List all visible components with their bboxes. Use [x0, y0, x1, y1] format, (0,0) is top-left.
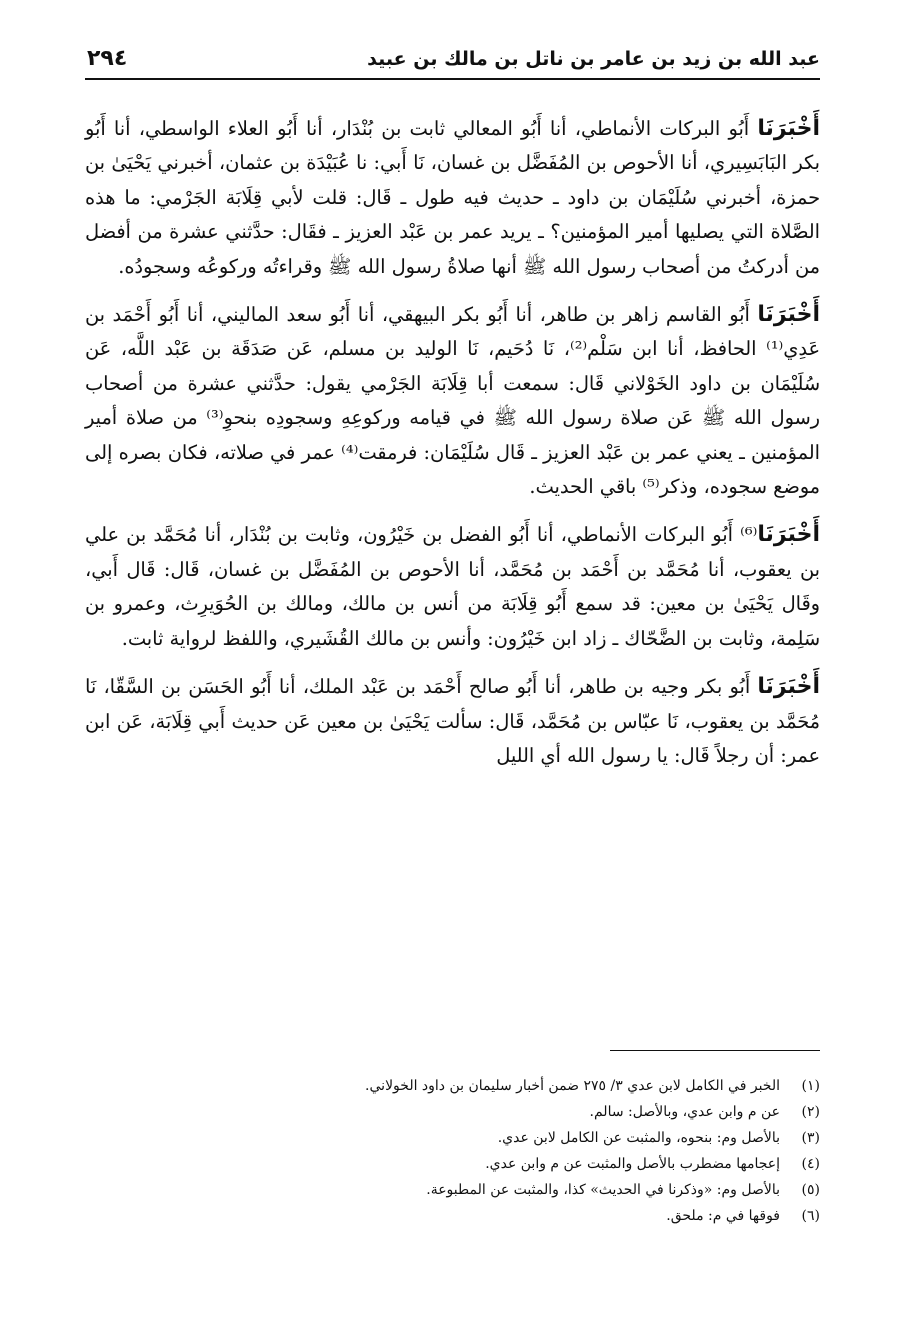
narration-paragraph [85, 518, 820, 656]
footnote-item [85, 1099, 820, 1125]
footnote-item [85, 1125, 820, 1151]
running-header [85, 42, 820, 80]
footnote-text: فوقها في م: ملحق. [666, 1208, 780, 1224]
narration-paragraph [85, 670, 820, 773]
narration-opening: أَخْبَرَنَا [757, 674, 820, 700]
footnote-number: (٣) [801, 1130, 820, 1146]
main-text [85, 112, 820, 787]
narration-text: ⁽⁶⁾ أَبُو البركات الأنماطي، أنا أَبُو الفضل بن خَيْرُون، وثابت بن بُنْدَار، أنا مُحَمَّد بن علي بن يعقوب، أنا مُحَمَّد بن أَحْمَد بن مُحَمَّد، أنا الأحوص بن المُفَضَّل بن غسان، قَال: قَال أَبي، وقَال يَحْيَىٰ بن معين: قد سمع أَبُو قِلَابَة من أنس بن مالك، ومالك بن الحُوَيرِث، وعمرو بن سَلِمة، وثابت بن الضَّحّاك ـ زاد ابن خَيْرُون: وأنس بن مالك القُشَيري، واللفظ لرواية ثابت. [85, 523, 820, 650]
narration-opening: أَخْبَرَنَا [757, 522, 820, 548]
footnote-number: (٦) [801, 1208, 820, 1224]
footnote-text: بالأصل وم: «وذكرنا في الحديث» كذا، والمثبت عن المطبوعة. [426, 1182, 780, 1198]
footnote-number: (٢) [801, 1104, 820, 1120]
footnote-text: عن م وابن عدي، وبالأصل: سالم. [589, 1104, 780, 1120]
narration-opening: أَخْبَرَنَا [757, 302, 820, 328]
page-number: ٢٩٤ [87, 46, 128, 71]
footnote-number: (١) [801, 1078, 820, 1094]
narration-paragraph [85, 298, 820, 504]
running-title: عبد الله بن زيد بن عامر بن ناتل بن مالك بن عبيد [367, 48, 820, 70]
narration-opening: أَخْبَرَنَا [757, 116, 820, 141]
footnote-number: (٥) [801, 1182, 820, 1198]
narration-paragraph [85, 112, 820, 284]
footnote-item [85, 1203, 820, 1229]
footnote-number: (٤) [801, 1156, 820, 1172]
footnote-item [85, 1177, 820, 1203]
footnote-text: إعجامها مضطرب بالأصل والمثبت عن م وابن عدي. [485, 1156, 780, 1172]
footnote-item [85, 1073, 820, 1099]
narration-text: أَبُو القاسم زاهر بن طاهر، أنا أَبُو بكر البيهقي، أنا أَبُو سعد الماليني، أنا أَبُو أَحْمَد بن عَدِي⁽¹⁾ الحافظ، أنا ابن سَلْم⁽²⁾، نَا دُحَيم، نَا الوليد بن مسلم، عَن صَدَقَة بن عَبْد اللَّه، عَن سُلَيْمَان بن داود الخَوْلاني قَال: سمعت أبا قِلَابَة الجَرْمي يقول: حدَّثني عشرة من أصحاب رسول الله ﷺ عَن صلاة رسول الله ﷺ في قيامه وركوعِهِ وسجودِه بنحوِ⁽³⁾ من صلاة أمير المؤمنين ـ يعني عمر بن عَبْد العزيز ـ قَال سُلَيْمَان: فرمقت⁽⁴⁾ عمر في صلاته، فكان بصره إلى موضع سجوده، وذكر⁽⁵⁾ باقي الحديث. [85, 303, 821, 499]
footnote-text: الخبر في الكامل لابن عدي ٣/ ٢٧٥ ضمن أخبار سليمان بن داود الخولاني. [365, 1078, 780, 1094]
footnote-item [85, 1151, 820, 1177]
footnote-text: بالأصل وم: بنحوه، والمثبت عن الكامل لابن عدي. [497, 1130, 780, 1146]
narration-text: أَبُو بكر وجيه بن طاهر، أنا أَبُو صالح أَحْمَد بن عَبْد الملك، أنا أَبُو الحَسَن بن السَّقّا، نَا مُحَمَّد بن يعقوب، نَا عبّاس بن مُحَمَّد، قَال: سألت يَحْيَىٰ بن معين عَن حديث أَبي قِلَابَة، عَن ابن عمر: أن رجلاً قَال: يا رسول الله أي الليل [85, 675, 820, 767]
narration-text: أَبُو البركات الأنماطي، أنا أَبُو المعالي ثابت بن بُنْدَار، أنا أَبُو العلاء الواسطي، أنا أَبُو بكر البَابَسِيري، أنا الأحوص بن المُفَضَّل بن غسان، نَا أَبي: نا عُبَيْدَة بن عثمان، أخبرني يَحْيَىٰ بن حمزة، أخبرني سُلَيْمَان بن داود ـ حديث فيه طول ـ قَال: قلت لأبي قِلَابَة الجَرْمي: ما هذه الصَّلاة التي يصليها أمير المؤمنين؟ ـ يريد عمر بن عَبْد العزيز ـ فقَال: حدَّثني عشرة من أفضل من أدركتُ من أصحاب رسول الله ﷺ أنها صلاةُ رسول الله ﷺ وقراءتُه وركوعُه وسجودُه. [85, 117, 820, 278]
footnote-divider [610, 1050, 820, 1051]
footnotes [85, 1073, 820, 1229]
